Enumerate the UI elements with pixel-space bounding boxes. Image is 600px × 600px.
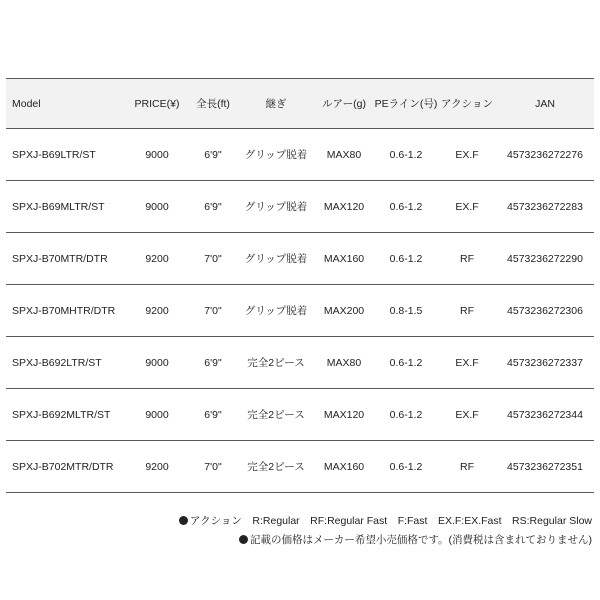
cell-length: 7'0" bbox=[188, 441, 238, 493]
cell-lure-weight: MAX80 bbox=[314, 337, 374, 389]
notes bbox=[179, 512, 592, 550]
header-pe-line: PEライン(号) bbox=[374, 79, 438, 129]
price-note-text: 記載の価格はメーカー希望小売価格です。(消費税は含まれておりません) bbox=[250, 534, 592, 546]
bullet-icon bbox=[239, 535, 248, 544]
header-lure-weight: ルアー(g) bbox=[314, 79, 374, 129]
cell-joint: グリップ脱着 bbox=[238, 129, 314, 181]
cell-length: 6'9" bbox=[188, 129, 238, 181]
header-action: アクション bbox=[438, 79, 496, 129]
cell-action: EX.F bbox=[438, 181, 496, 233]
cell-model: SPXJ-B69MLTR/ST bbox=[6, 181, 126, 233]
cell-action: RF bbox=[438, 285, 496, 337]
cell-action: RF bbox=[438, 441, 496, 493]
table-header bbox=[6, 79, 594, 129]
cell-joint: グリップ脱着 bbox=[238, 233, 314, 285]
cell-pe-line: 0.6-1.2 bbox=[374, 441, 438, 493]
header-length: 全長(ft) bbox=[188, 79, 238, 129]
table-row bbox=[6, 129, 594, 181]
cell-action: EX.F bbox=[438, 337, 496, 389]
header-jan: JAN bbox=[496, 79, 594, 129]
price-note bbox=[179, 531, 592, 550]
action-legend-note bbox=[179, 512, 592, 531]
cell-jan: 4573236272351 bbox=[496, 441, 594, 493]
table-row bbox=[6, 181, 594, 233]
cell-model: SPXJ-B692MLTR/ST bbox=[6, 389, 126, 441]
cell-price: 9200 bbox=[126, 233, 188, 285]
cell-length: 6'9" bbox=[188, 337, 238, 389]
table-body bbox=[6, 129, 594, 493]
cell-joint: グリップ脱着 bbox=[238, 181, 314, 233]
cell-pe-line: 0.6-1.2 bbox=[374, 389, 438, 441]
cell-action: EX.F bbox=[438, 389, 496, 441]
cell-pe-line: 0.6-1.2 bbox=[374, 129, 438, 181]
cell-model: SPXJ-B702MTR/DTR bbox=[6, 441, 126, 493]
table-row bbox=[6, 441, 594, 493]
cell-joint: 完全2ピース bbox=[238, 337, 314, 389]
cell-joint: グリップ脱着 bbox=[238, 285, 314, 337]
cell-jan: 4573236272337 bbox=[496, 337, 594, 389]
table-row bbox=[6, 285, 594, 337]
cell-pe-line: 0.6-1.2 bbox=[374, 337, 438, 389]
cell-length: 7'0" bbox=[188, 233, 238, 285]
cell-model: SPXJ-B70MTR/DTR bbox=[6, 233, 126, 285]
cell-price: 9200 bbox=[126, 285, 188, 337]
cell-joint: 完全2ピース bbox=[238, 389, 314, 441]
cell-pe-line: 0.6-1.2 bbox=[374, 233, 438, 285]
cell-model: SPXJ-B69LTR/ST bbox=[6, 129, 126, 181]
cell-jan: 4573236272290 bbox=[496, 233, 594, 285]
bullet-icon bbox=[179, 516, 188, 525]
header-price: PRICE(¥) bbox=[126, 79, 188, 129]
cell-action: RF bbox=[438, 233, 496, 285]
cell-jan: 4573236272276 bbox=[496, 129, 594, 181]
cell-length: 6'9" bbox=[188, 181, 238, 233]
cell-model: SPXJ-B692LTR/ST bbox=[6, 337, 126, 389]
cell-length: 6'9" bbox=[188, 389, 238, 441]
cell-action: EX.F bbox=[438, 129, 496, 181]
cell-lure-weight: MAX160 bbox=[314, 441, 374, 493]
cell-joint: 完全2ピース bbox=[238, 441, 314, 493]
cell-price: 9000 bbox=[126, 337, 188, 389]
cell-lure-weight: MAX120 bbox=[314, 181, 374, 233]
cell-lure-weight: MAX200 bbox=[314, 285, 374, 337]
cell-price: 9000 bbox=[126, 129, 188, 181]
action-legend-text: アクション R:Regular RF:Regular Fast F:Fast EX.F:EX.Fast RS:Regular Slow bbox=[189, 515, 592, 527]
cell-price: 9000 bbox=[126, 181, 188, 233]
cell-lure-weight: MAX160 bbox=[314, 233, 374, 285]
header-joint: 継ぎ bbox=[238, 79, 314, 129]
cell-pe-line: 0.8-1.5 bbox=[374, 285, 438, 337]
table-row bbox=[6, 233, 594, 285]
cell-price: 9000 bbox=[126, 389, 188, 441]
spec-table bbox=[6, 78, 594, 493]
cell-pe-line: 0.6-1.2 bbox=[374, 181, 438, 233]
cell-lure-weight: MAX80 bbox=[314, 129, 374, 181]
cell-lure-weight: MAX120 bbox=[314, 389, 374, 441]
cell-model: SPXJ-B70MHTR/DTR bbox=[6, 285, 126, 337]
header-row bbox=[6, 79, 594, 129]
cell-price: 9200 bbox=[126, 441, 188, 493]
cell-jan: 4573236272283 bbox=[496, 181, 594, 233]
header-model: Model bbox=[6, 79, 126, 129]
table-row bbox=[6, 389, 594, 441]
cell-jan: 4573236272344 bbox=[496, 389, 594, 441]
table-row bbox=[6, 337, 594, 389]
cell-jan: 4573236272306 bbox=[496, 285, 594, 337]
cell-length: 7'0" bbox=[188, 285, 238, 337]
